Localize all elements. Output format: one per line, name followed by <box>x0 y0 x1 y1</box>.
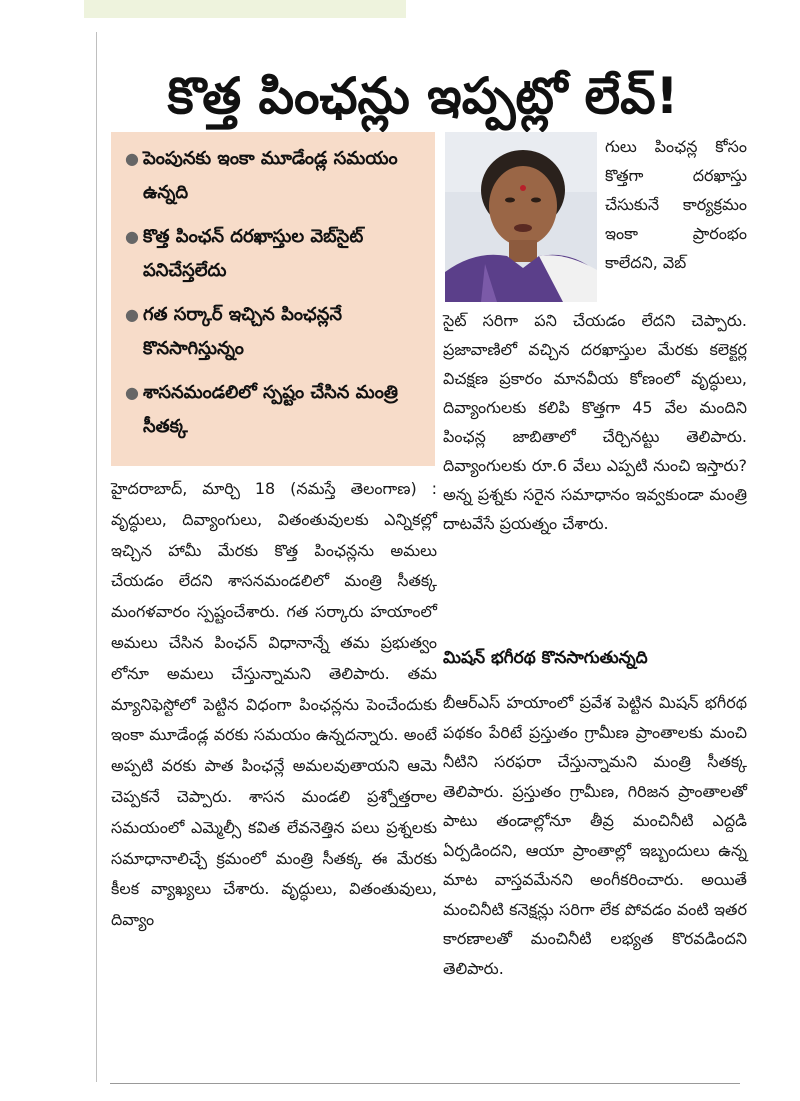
highlight-text: పెంపునకు ఇంకా మూడేండ్ల సమయం ఉన్నది <box>143 148 398 203</box>
bullet-dot-icon: ● <box>125 305 139 324</box>
minister-portrait <box>445 132 597 302</box>
subheading: మిషన్ భగీరథ కొనసాగుతున్నది <box>443 648 648 668</box>
bullet-dot-icon: ● <box>125 383 139 402</box>
highlight-item <box>123 376 423 444</box>
left-column-body: హైదరాబాద్, మార్చి 18 (నమస్తే తెలంగాణ) : వృద్ధులు, దివ్యాంగులు, వితంతువులకు ఎన్నికల్లో ఇచ్చిన హామీ మేరకు కొత్త పింఛన్లను అమలు చేయడం లేదని శాసనమండలిలో మంత్రి సీతక్క మంగళవారం స్పష్టంచేశారు. గత సర్కారు హయాంలో అమలు చేసిన పింఛన్ విధానాన్నే తమ ప్రభుత్వం లోనూ అమలు చేస్తున్నామని తెలిపారు. తమ మ్యానిఫెస్టోలో పెట్టిన విధంగా పింఛన్లను పెంచేందుకు ఇంకా మూడేండ్ల వరకు సమయం ఉన్నదన్నారు. అంటే అప్పటి వరకు పాత పింఛన్లే అమలవుతాయని ఆమె చెప్పకనే చెప్పారు. శాసన మండలి ప్రశ్నోత్తరాల సమయంలో ఎమ్మెల్సీ కవిత లేవనెత్తిన పలు ప్రశ్నలకు సమాధానాలిచ్చే క్రమంలో మంత్రి సీతక్క ఈ మేరకు కీలక వ్యాఖ్యలు చేశారు. వృద్ధులు, వితంతువులు, దివ్యాం <box>111 479 437 930</box>
news-article <box>96 32 749 1082</box>
bottom-divider <box>110 1083 740 1084</box>
top-strip <box>84 0 406 18</box>
highlights-box <box>111 132 435 466</box>
bullet-dot-icon: ● <box>125 149 139 168</box>
bullet-dot-icon: ● <box>125 227 139 246</box>
right-column-body: సైట్ సరిగా పని చేయడం లేదని చెప్పారు. ప్రజావాణిలో వచ్చిన దరఖాస్తుల మేరకు కలెక్టర్ల విచక్షణ ప్రకారం మానవీయ కోణంలో వృద్ధులు, దివ్యాంగులకు కలిపి కొత్తగా 45 వేల మందిని పింఛన్ల జాబితాలో చేర్చినట్టు తెలిపారు. దివ్యాంగులకు రూ.6 వేలు ఎప్పటి నుంచి ఇస్తారు? అన్న ప్రశ్నకు సరైన సమాధానం ఇవ్వకుండా మంత్రి దాటవేసే ప్రయత్నం చేశారు. <box>443 311 747 533</box>
highlight-item <box>123 298 423 366</box>
highlight-text: కొత్త పింఛన్ దరఖాస్తుల వెబ్‌సైట్ పనిచేస్తలేదు <box>143 226 364 281</box>
right-column <box>443 132 747 1092</box>
portrait-image <box>445 132 597 302</box>
highlight-item <box>123 220 423 288</box>
highlight-text: గత సర్కార్ ఇచ్చిన పింఛన్లనే కొనసాగిస్తున్నం <box>143 304 342 359</box>
right-wrap-text: గులు పింఛన్ల కోసం కొత్తగా దరఖాస్తు చేసుకునే కార్యక్రమం ఇంకా ప్రారంభం కాలేదని, వెబ్ <box>605 137 747 272</box>
cropped-previous-text <box>510 0 660 8</box>
right-column-body-2: బీఆర్‌ఎస్ హయాంలో ప్రవేశ పెట్టిన మిషన్ భగీరథ పథకం పేరిటే ప్రస్తుతం గ్రామీణ ప్రాంతాలకు మంచి నీటిని సరఫరా చేస్తున్నామని మంత్రి సీతక్క తెలిపారు. ప్రస్తుతం గ్రామీణ, గిరిజన ప్రాంతాలతో పాటు తండాల్లోనూ తీవ్ర మంచినీటి ఎద్దడి ఏర్పడిందని, ఆయా ప్రాంతాల్లో ఇబ్బందులు ఉన్న మాట వాస్తవమేనని అంగీకరించారు. అయితే మంచినీటి కనెక్షన్లు సరిగా లేక పోవడం వంటి ఇతర కారణాలతో మంచినీటి లభ్యత కొరవడిందని తెలిపారు. <box>443 693 747 978</box>
highlight-text: శాసనమండలిలో స్పష్టం చేసిన మంత్రి సీతక్క <box>143 382 398 437</box>
headline: కొత్త పింఛన్లు ఇప్పట్లో లేవ్! <box>167 67 679 125</box>
highlight-item <box>123 142 423 210</box>
